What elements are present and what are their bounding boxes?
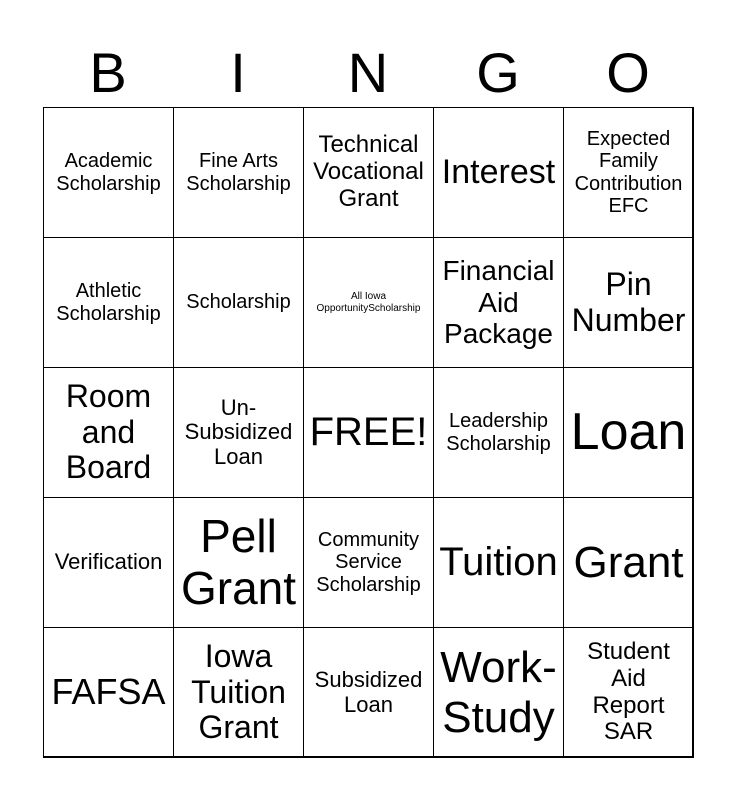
bingo-cell-text: Iowa Tuition Grant [191, 637, 286, 746]
header-letter-i: I [230, 41, 246, 104]
bingo-cell[interactable] [43, 627, 174, 758]
header-letter-g: G [476, 41, 520, 104]
bingo-cell[interactable] [433, 627, 564, 758]
bingo-cell-text: Un- Subsidized Loan [184, 394, 293, 469]
bingo-cell-text: Financial Aid Package [442, 255, 555, 350]
bingo-cell-text: Work- Study [440, 643, 557, 742]
bingo-cell[interactable] [433, 237, 564, 368]
bingo-cell-text: Room and Board [65, 377, 152, 486]
bingo-cell-text: Loan [570, 403, 687, 462]
bingo-cell-text: Academic Scholarship [56, 150, 161, 195]
bingo-cell[interactable] [43, 497, 174, 628]
bingo-cell-text: Student Aid Report SAR [587, 637, 670, 746]
bingo-cell[interactable] [173, 367, 304, 498]
bingo-cell[interactable] [303, 627, 434, 758]
bingo-cell-text: Scholarship [186, 291, 291, 314]
bingo-cell-text: Technical Vocational Grant [313, 131, 424, 212]
bingo-header [43, 40, 693, 106]
bingo-cell-text: Leadership Scholarship [446, 410, 551, 455]
bingo-cell[interactable] [43, 237, 174, 368]
header-letter-n: N [347, 41, 389, 104]
bingo-cell-text: All Iowa OpportunityScholarship [316, 291, 421, 314]
bingo-cell[interactable] [173, 237, 304, 368]
bingo-cell[interactable] [563, 627, 694, 758]
bingo-cell-text: Grant [573, 537, 684, 587]
bingo-cell-text: Expected Family Contribution EFC [574, 127, 683, 217]
bingo-cell-text: Fine Arts Scholarship [186, 150, 291, 195]
bingo-cell[interactable] [563, 367, 694, 498]
header-letter-o: O [606, 41, 650, 104]
bingo-cell[interactable] [173, 107, 304, 238]
bingo-cell-text: FAFSA [51, 671, 166, 713]
bingo-cell-text: Community Service Scholarship [316, 528, 421, 596]
bingo-cell[interactable] [433, 367, 564, 498]
bingo-cell-text: Interest [441, 153, 556, 192]
bingo-cell-text: Verification [54, 549, 163, 575]
bingo-cell[interactable] [563, 107, 694, 238]
bingo-cell[interactable] [303, 497, 434, 628]
bingo-cell[interactable] [433, 497, 564, 628]
bingo-cell[interactable] [563, 497, 694, 628]
bingo-cell-text: Tuition [439, 540, 558, 585]
bingo-cell[interactable] [173, 497, 304, 628]
bingo-cell-text: Pell Grant [180, 509, 297, 614]
bingo-cell[interactable] [43, 107, 174, 238]
bingo-cell-text: FREE! [309, 410, 428, 455]
bingo-cell[interactable] [563, 237, 694, 368]
bingo-cell[interactable] [43, 367, 174, 498]
bingo-cell-text: Athletic Scholarship [56, 280, 161, 325]
bingo-cell-text: Subsidized Loan [314, 666, 423, 717]
bingo-cell-text: Pin Number [571, 265, 686, 338]
bingo-cell[interactable] [303, 237, 434, 368]
bingo-cell[interactable] [433, 107, 564, 238]
bingo-cell[interactable] [303, 107, 434, 238]
bingo-board [43, 107, 693, 757]
bingo-cell[interactable] [173, 627, 304, 758]
bingo-cell[interactable] [303, 367, 434, 498]
header-letter-b: B [89, 41, 127, 104]
